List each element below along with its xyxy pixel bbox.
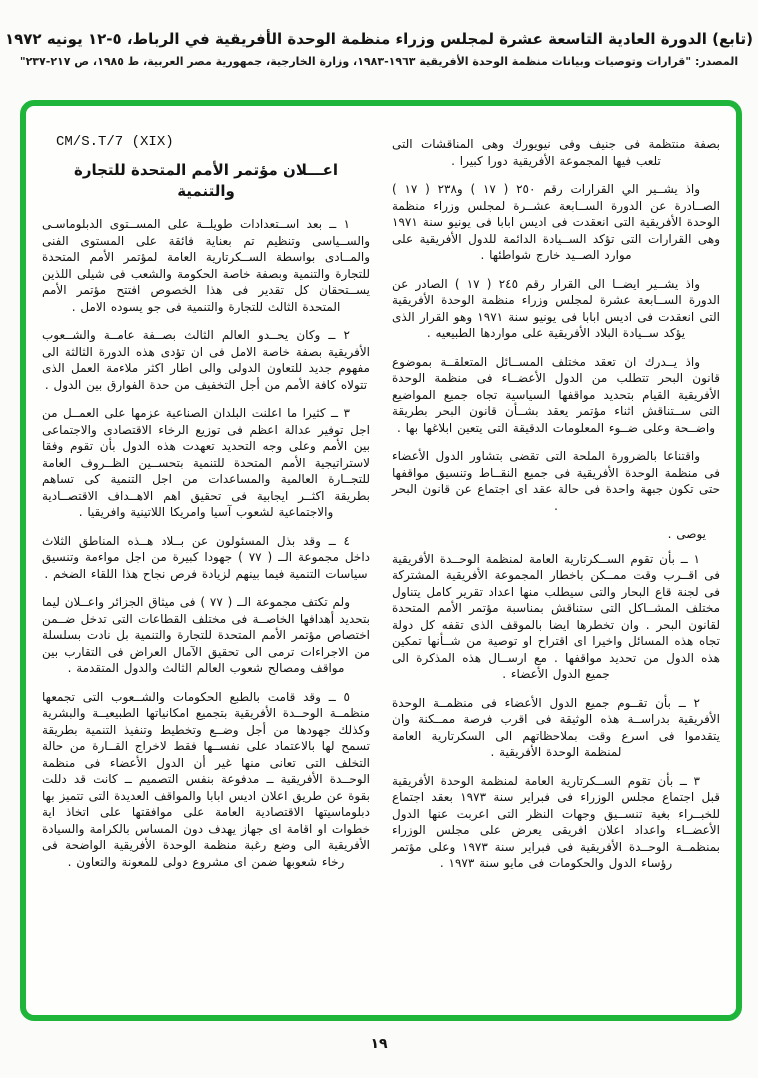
paragraph: ولم تكتف مجموعة الــ ( ٧٧ ) فى ميثاق الجزائر واعــلان ليما بتحديد أهدافها الخاصــة فى مختلف القطاعات التى تدخل ضــمن اختصاص مؤتمر الأمم المتحدة للتجارة والتنمية بل نادت بسلسلة من الاجراءات ترمى الى تحقيق الآمال العراض فى التقارب بين مواقف ومصالح شعوب العالم الثالث والدول المتقدمة . (42, 595, 370, 675)
recommendation-heading: يوصى . (667, 527, 706, 541)
document-code: CM/S.T/7 (XIX) (56, 134, 174, 150)
source-citation: المصدر: "قرارات وتوصيات وبيانات منظمة الوحدة الأفريقية ١٩٦٣-١٩٨٣، وزارة الخارجية، جمهورية مصر العربية، ط ١٩٨٥، ص ٢١٧-٢٣٧" (19, 55, 739, 68)
paragraph: واذ يــدرك ان تعقد مختلف المســائل المتعلقــة بموضوع قانون البحر تتطلب من الدول الأعضــاء فى منظمة الوحدة الأفريقية القيام بتحديد مواقفها السياسية تجاه جميع المواضيع التى ســتناقش اثناء مؤتمر يعقد بشــأن قانون البحر بطريقة واضــحة وعلى ضــوء المعلومات الدقيقة التى يتعين ابلاغها بها . (392, 354, 720, 435)
session-title: (تابع) الدورة العادية التاسعة عشرة لمجلس وزراء منظمة الوحدة الأفريقية في الرباط، ٥-١٢ يونيه ١٩٧٢ (4, 30, 754, 48)
paragraph: ٣ ــ كثيرا ما اعلنت البلدان الصناعية عزمها على العمــل من اجل توفير عدالة اعظم فى توزيع الرخاء الاقتصادى والاجتماعى بين الأمم وعلى وجه التحديد تعهدت هذه الدول بأن تقوم وفقا لاستراتيجية الأمم المتحدة للتنمية بتحســين الظــروف العامة للتجــارة العالمية والمساعدات من اجل التنمية كى تساهم بطريقة اكثــر ايجابية فى تحقيق اهم الاهــداف الاقتصــادية والاجتماعية لشعوب آسيا وامريكا اللاتينية وافريقيا . (42, 406, 370, 519)
right-column (392, 120, 720, 1005)
left-column (42, 120, 370, 1005)
paragraph: ٥ ــ وقد قامت بالطبع الحكومات والشــعوب التى تجمعها منظمــة الوحــدة الأفريقية بتجميع امكانياتها الطبيعيــة والبشرية وكذلك جهودها من أجل وضــع وتخطيط وتنفيذ التنمية بطريقة تسمح لها بالاعتماد على نفســها فقط لاخراج القــارة من حالة التخلف التى تعانى منها غير أن الدول الأعضاء فى منظمة الوحــدة الأفريقية ــ مدفوعة بنفس التصميم ــ كانت قد دللت بقوة عن طريق اعلان اديس ابابا والمواقف العديدة التى تتميز بها دبلوماسيتها الاقتصادية العامة على موافقتها على اتخاذ اية خطوات او اقامة اى جهاز يهدف دون المساس بالكرامة والسيادة الأفريقية الى وضع رغبة منظمة الوحدة الأفريقية الواضحة فى رخاء شعوبها ضمن اى مشروع دولى للمعونة والتعاون . (42, 689, 370, 869)
paragraph: واقتناعا بالضرورة الملحة التى تقضى بتشاور الدول الأعضاء فى منظمة الوحدة الأفريقية فى جميع النقــاط وتنسيق مواقفها حتى تكون جبهة واحدة فى حالة عقد اى اجتماع عن قانون البحر . (392, 449, 720, 513)
paragraph: بصفة منتظمة فى جنيف وفى نيويورك وهى المناقشات التى تلعب فيها المجموعة الأفريقية دورا كبيرا . (392, 137, 720, 168)
paragraph: ٢ ــ بأن تقــوم جميع الدول الأعضاء فى منظمــة الوحدة الأفريقية بدراســة هذه الوثيقة فى اقرب فرصة ممــكنة وان يتقدموا فى اسرع وقت بملاحظاتهم الى السكرتارية العامة لمنظمة الوحدة الأفريقية . (392, 695, 720, 759)
paragraph: واذ يشــير الي القرارات رقم ٢٥٠ ( ١٧ ) و٢٣٨ ( ١٧ ) الصــادرة عن الدورة الســابعة عشــرة لمجلس وزراء منظمة الوحدة الأفريقية التى انعقدت فى اديس ابابا فى يونيو سنة ١٩٧١ وهى القرارات التى تؤكد الســيادة الدائمة للدول الأفريقية على موارد الصــيد خارج شواطئها . (392, 182, 720, 262)
paragraph: ٤ ــ وقد بذل المسئولون عن بــلاد هــذه المناطق الثلاث داخل مجموعة الــ ( ٧٧ ) جهودا كبيرة من اجل مواءمة وتنسيق سياسات التنمية فيما بينهم لزيادة فرص نجاح هذا اللقاء الضخم . (42, 533, 370, 581)
declaration-title: اعـــلان مؤتمر الأمم المتحدة للتجارة والتنمية (73, 161, 339, 200)
two-column-layout (42, 120, 720, 1005)
paragraph: ٢ ــ وكان يحــدو العالم الثالث بصــفة عامــة والشــعوب الأفريقية بصفة خاصة الامل فى ان تؤدى هذه الدورة الثالثة الى مفهوم جديد للتعاون الدولى والى اطار اكثر ملاءمة العمل الذى تتولاه كافة الأمم من أجل التخفيف من حدة الفوارق بين الدول . (42, 328, 370, 392)
paragraph: ١ ــ بعد اســتعدادات طويلــة على المســتوى الدبلوماسـى والســياسى وتنظيم تم بعناية فائقة على المستوى الفنى والمــادى بواسطة الســكرتارية العامة لمؤتمر الأمم المتحدة للتجارة والتنمية وبصفة خاصة الحكومة والشعب فى شيلى اللذين يســتحقان كل تقدير فى هذا الخصوص افتتح مؤتمر الأمم المتحدة الثالث للتجارة والتنمية فى جو يسوده الامل . (42, 217, 370, 314)
paragraph: واذ يشــير ايضــا الى القرار رقم ٢٤٥ ( ١٧ ) الصادر عن الدورة الســابعة عشرة لمجلس وزراء منظمة الوحدة الأفريقية التى انعقدت فى اديس ابابا فى يونيو سنة ١٩٧١ وهو القرار الذى يؤكد ســيادة البلاد الأفريقية على مواردها الطبيعيه . (392, 276, 721, 340)
paragraph: ٣ ــ بأن تقوم الســكرتارية العامة لمنظمة الوحدة الأفريقية قبل اجتماع مجلس الوزراء فى فبراير سنة ١٩٧٣ بعقد اجتماع للخبــراء بغية تنســيق وجهات النظر التى اعربت عنها الدول الأعضــاء واعداد اعلان افريقى يعرض على مجلس الوزراء بمنظمــة الوحــدة الأفريقية فى فبراير سنة ١٩٧٣ وعلى مؤتمر رؤساء الدول والحكومات فى مايو سنة ١٩٧٣ . (392, 773, 720, 870)
green-border-frame (20, 100, 742, 1021)
page-header (0, 0, 758, 68)
paragraph: ١ ــ بأن تقوم الســكرتارية العامة لمنظمة الوحــدة الأفريقية فى اقــرب وقت ممــكن باخطار المجموعة الأفريقية المشتركة فى لجنة قاع البحار والتى سيطلب منها اعداد تقرير كامل يتناول مختلف المشــاكل التى ستناقش بمناسبة مؤتمر الأمم المتحدة لقانون البحر . وان تخطرها ايضا بالموقف الذى تقفه كل دولة تجاه هذه المسائل واخيرا اى اقتراح او توصية من شــأنها تمكين هذه الدول من تحديد مواقفها . مع ارســال هذه المذكرة الى جميع الدول الأعضاء . (392, 551, 720, 681)
page-number: ١٩ (370, 1036, 388, 1052)
